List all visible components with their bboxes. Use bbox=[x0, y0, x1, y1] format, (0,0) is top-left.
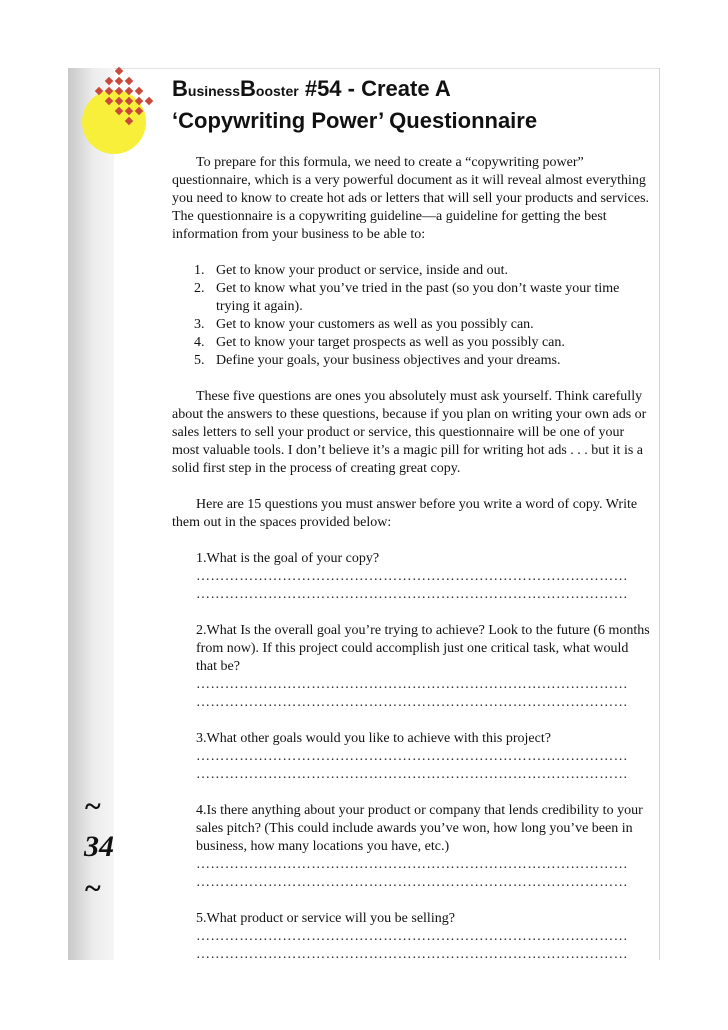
answer-line[interactable]: ……………………………………………………………………………… bbox=[196, 695, 628, 710]
question-5: 5.What product or service will you be selling? bbox=[196, 911, 455, 926]
answer-line[interactable]: ……………………………………………………………………………… bbox=[196, 677, 628, 692]
logo-icon bbox=[78, 62, 178, 162]
paragraph-two: These five questions are ones you absolutely must ask yourself. Think carefully about the answers to these questions, because if you plan on writing your own ads or sales letters to sell your product or service, this questionnaire will be one of your most valuable tools. I don’t believe it’s a magic pill for writing hot ads . . . but it is a solid first step in the process of creating great copy. bbox=[172, 389, 647, 476]
answer-line[interactable]: ……………………………………………………………………………… bbox=[196, 875, 628, 890]
question-2: 2.What Is the overall goal you’re trying to achieve? Look to the future (6 months from now). If this project could accomplish just one critical task, what would that be? bbox=[196, 623, 650, 674]
answer-line[interactable]: ……………………………………………………………………………… bbox=[196, 569, 628, 584]
goal-item: 4. Get to know your target prospects as well as you possibly can. bbox=[194, 335, 565, 350]
title-brand-rest2: ooster bbox=[255, 83, 299, 99]
title-line-1 bbox=[172, 74, 652, 106]
question-1: 1.What is the goal of your copy? bbox=[196, 551, 380, 566]
title-brand-b1: B bbox=[172, 76, 188, 101]
document-body bbox=[172, 154, 652, 964]
left-sidebar-bar bbox=[68, 68, 114, 960]
top-rule bbox=[114, 68, 660, 69]
title-brand-b2: B bbox=[240, 76, 256, 101]
page-title bbox=[172, 74, 652, 136]
answer-line[interactable]: ……………………………………………………………………………… bbox=[196, 767, 628, 782]
intro-paragraph: To prepare for this formula, we need to create a “copywriting power” questionnaire, which is a very powerful document as it will reveal almost everything you need to know to create hot ads or letters that will sell your products and services. The questionnaire is a copywriting guideline—a guideline for getting the best information from your business to be able to: bbox=[172, 155, 650, 242]
right-rule bbox=[659, 68, 660, 960]
answer-line[interactable]: ……………………………………………………………………………… bbox=[196, 587, 628, 602]
goal-item: 5. Define your goals, your business objectives and your dreams. bbox=[194, 353, 561, 368]
goal-item: 3. Get to know your customers as well as you possibly can. bbox=[194, 317, 534, 332]
page-number: 34 bbox=[84, 830, 114, 863]
goal-item: 1. Get to know your product or service, inside and out. bbox=[194, 263, 508, 278]
goal-item: 2. Get to know what you’ve tried in the past (so you don’t waste your time trying it again). bbox=[194, 281, 620, 314]
answer-line[interactable]: ……………………………………………………………………………… bbox=[196, 947, 628, 962]
answer-line[interactable]: ……………………………………………………………………………… bbox=[196, 857, 628, 872]
paragraph-three: Here are 15 questions you must answer before you write a word of copy. Write them out in the spaces provided below: bbox=[172, 497, 638, 530]
title-brand-rest1: usiness bbox=[187, 83, 241, 99]
answer-line[interactable]: ……………………………………………………………………………… bbox=[196, 929, 628, 944]
answer-line[interactable]: ……………………………………………………………………………… bbox=[196, 749, 628, 764]
page-tilde-bottom: ~ bbox=[84, 872, 102, 905]
title-line1-rest: #54 - Create A bbox=[298, 76, 451, 101]
question-3: 3.What other goals would you like to achieve with this project? bbox=[196, 731, 551, 746]
page-tilde-top: ~ bbox=[84, 790, 102, 823]
title-line-2: ‘Copywriting Power’ Questionnaire bbox=[172, 108, 538, 133]
question-4: 4.Is there anything about your product or company that lends credibility to your sales pitch? (This could include awards you’ve won, how long you’ve been in business, how many locations you have, etc.) bbox=[196, 803, 643, 854]
goals-list bbox=[172, 262, 652, 370]
